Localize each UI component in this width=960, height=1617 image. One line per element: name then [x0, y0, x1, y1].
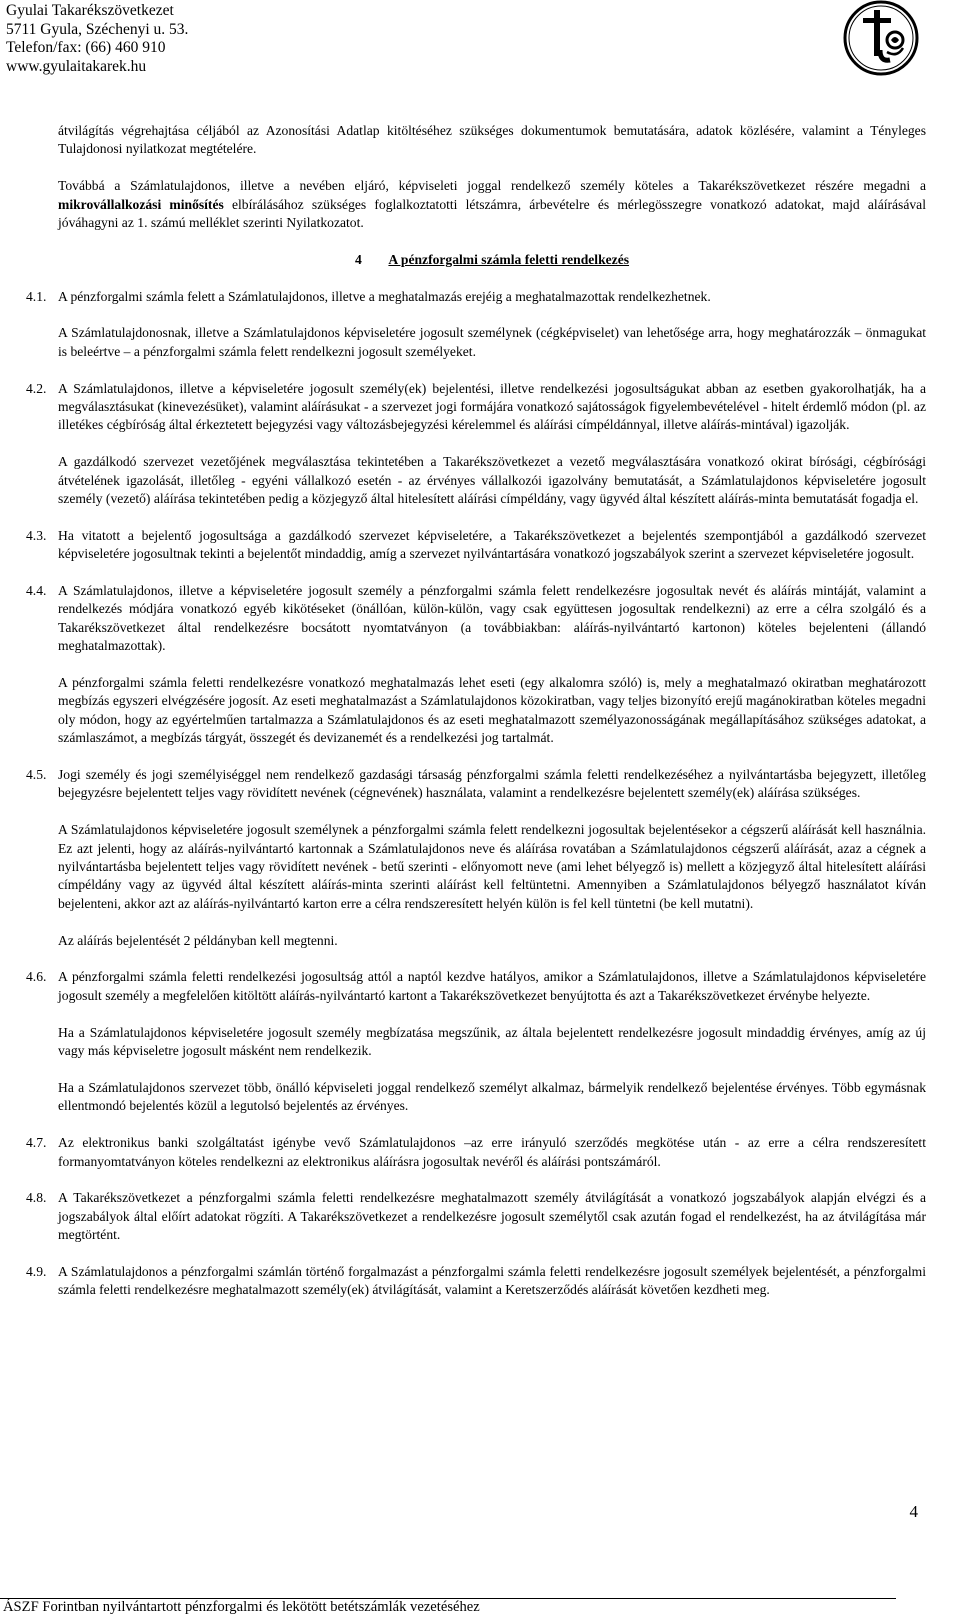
section-number: 4	[354, 251, 362, 267]
item-number: 4.3.	[26, 527, 47, 543]
section-title: A pénzforgalmi számla feletti rendelkezés	[388, 251, 630, 267]
item-text: Az aláírás bejelentését 2 példányban kell megtenni.	[58, 932, 338, 948]
org-phone: Telefon/fax: (66) 460 910	[6, 39, 166, 56]
item-number	[26, 1024, 58, 1061]
section-item-paragraph	[58, 453, 926, 508]
item-text: A Számlatulajdonosnak, illetve a Számlatulajdonos képviseletére jogosult személynek (cégképviselet) van lehetősége arra, hogy meghatározzák – önmagukat is beleértve – a pénzforgalmi számla felett rendelkezni jogosult személyeket.	[58, 325, 926, 359]
org-website: www.gyulaitakarek.hu	[6, 57, 147, 75]
page-number: 4	[909, 1502, 918, 1521]
intro-text-b: elbírálásához szükséges foglalkoztatotti létszámra, árbevételre és mérlegösszegre vonatkozó adatokat, majd aláírásával jóváhagyni az 1. számú melléklet szerinti Nyilatkozatot.	[58, 196, 926, 231]
item-text: A Számlatulajdonos képviseletére jogosult személynek a pénzforgalmi számla felett rendelkezni jogosultak bejelentésekor a cégszerű aláírását kell használnia. Ez azt jelenti, hogy az aláírás-nyilvántartó kartonnak a Számlatulajdonos neve és aláírása rovatában a Számlatulajdonos cégszerű aláírását, azaz a cégnek a nyilvántartásba bejelentett teljes vagy rövidített nevének - betű szerinti - előnyomott neve (ami lehet bélyegző is) mellett a közjegyző által hitelesített aláírási címpéldány vagy az ügyvéd által készített aláírás-minta szerinti aláírást kell feltüntetni. Amennyiben a Számlatulajdonos bélyegző használatot kíván bejelenteni, akkor azt az aláírás-nyilvántartó karton erre a célra rendszeresített helyén külön is fel kell tüntetni (be kell mutatni).	[58, 822, 926, 911]
item-text: Jogi személy és jogi személyiséggel nem rendelkező gazdasági társaság pénzforgalmi számla feletti rendelkezéséhez a nyilvántartásba bejegyzett, illetőleg bejegyzésre bejelentett teljes vagy rövidített nevének (cégnevének) használata, valamint a rendelkezésre bejelentett személy(ek) aláírása szükséges.	[58, 767, 926, 801]
section-item-paragraph	[58, 821, 926, 913]
section-item-paragraph	[58, 932, 926, 950]
item-text: A Számlatulajdonos a pénzforgalmi számlán történő forgalmazást a pénzforgalmi számla feletti rendelkezésre jogosult személyek bejelentését, a pénzforgalmi számla feletti rendelkezésre meghatalmazott személy(ek) átvilágítását, valamint a Keretszerződés aláírását követően kezdheti meg.	[58, 1263, 926, 1298]
section-item-paragraph	[26, 380, 926, 435]
section-item-paragraph	[26, 527, 926, 564]
item-text: A pénzforgalmi számla felett a Számlatulajdonos, illetve a meghatalmazás erejéig a meghatalmazottak rendelkezhetnek.	[58, 288, 711, 304]
item-text: Ha vitatott a bejelentő jogosultsága a gazdálkodó szervezet képviseletére, a Takarékszövetkezet a bejelentés szempontjából a gazdálkodó szervezet képviseletére jogosultnak tekinti a bejelentőt mindaddig, amíg a szervezet nyilvántartására vonatkozó jogszabályok szerint a szervezet képviseletére jogosult.	[58, 527, 926, 562]
intro-paragraph-2	[58, 177, 926, 232]
item-number: 4.1.	[26, 288, 47, 304]
section-item-paragraph	[26, 1263, 926, 1300]
item-number: 4.2.	[26, 380, 47, 396]
item-number	[26, 453, 58, 508]
item-number: 4.9.	[26, 1263, 47, 1279]
intro-paragraph-1: átvilágítás végrehajtása céljából az Azonosítási Adatlap kitöltéséhez szükséges dokumentumok bemutatására, adatok közlésére, valamint a Tényleges Tulajdonosi nyilatkozat megtételére.	[58, 123, 926, 157]
item-number: 4.6.	[26, 969, 47, 985]
section-item-paragraph	[58, 1024, 926, 1061]
item-number: 4.4.	[26, 583, 47, 599]
item-number	[26, 821, 58, 913]
item-text: A Számlatulajdonos, illetve a képviseletére jogosult személy(ek) bejelentési, illetve rendelkezési jogosultságukat abban az esetben gyakorolhatják, ha a megválasztásukat (kinevezésüket), valamint aláírásukat - a szervezet jogi formájára vonatkozó sajátosságok figyelembevételével - hitelt érdemlő módon (pl. az illetékes cégbíróság által érkeztetett bejegyzési vagy változásbejegyzési kérelemmel és aláírási címpéldánnyal, illetve aláírás-mintával) igazolják.	[58, 380, 926, 433]
org-name: Gyulai Takarékszövetkezet	[6, 2, 174, 19]
section-item-paragraph	[26, 1189, 926, 1244]
document-body	[26, 122, 926, 1300]
letterhead	[6, 2, 188, 76]
section-item-paragraph	[26, 1134, 926, 1171]
gyulai-takarek-logo-icon	[843, 0, 919, 76]
item-text: A pénzforgalmi számla feletti rendelkezésre vonatkozó meghatalmazás lehet eseti (egy alkalomra szóló) is, mely a meghatalmazó okiratban meghatározott megbízás egyszeri elvégzésére jogosít. Az eseti meghatalmazást a Számlatulajdonos közokiratban, vagy teljes bizonyító erejű magánokiratban köteles megadni oly módon, hogy az egyértelműen tartalmazza a Számlatulajdonos és az eseti meghatalmazott személyazonosságának megállapításához szükséges adatokat, a számlaszámot, a megbízás tárgyát, összegét és devizanemét és a rendelkezési jog tartalmát.	[58, 675, 926, 746]
intro-bold-term: mikrovállalkozási minősítés	[58, 196, 224, 212]
intro-text-a: Továbbá a Számlatulajdonos, illetve a nevében eljáró, képviseleti joggal rendelkező személy köteles a Takarékszövetkezet részére megadni a	[58, 178, 926, 194]
item-text: A Takarékszövetkezet a pénzforgalmi számla feletti rendelkezésre meghatalmazott személy átvilágítását a vonatkozó jogszabályok alapján elvégzi és a jogszabályok által előírt adatokat rögzíti. A Takarékszövetkezet a rendelkezésre jogosult személytől csak azután fogad el rendelkezést, ha az átvilágítása már megtörtént.	[58, 1190, 926, 1243]
item-number: 4.5.	[26, 767, 47, 783]
item-number	[26, 1079, 58, 1116]
item-number: 4.7.	[26, 1135, 47, 1151]
item-text: Ha a Számlatulajdonos szervezet több, önálló képviseleti joggal rendelkező személyt alkalmaz, bármelyik rendelkező bejelentése érvényes. Több egymásnak ellentmondó bejelentés közül a legutolsó bejelentés az érvényes.	[58, 1079, 926, 1114]
section-item-paragraph	[26, 582, 926, 656]
section-item-paragraph	[26, 968, 926, 1005]
item-number: 4.8.	[26, 1190, 47, 1206]
section-item-paragraph	[58, 674, 926, 748]
item-text: Az elektronikus banki szolgáltatást igénybe vevő Számlatulajdonos –az erre irányuló szerződés megkötése után - az erre a célra rendszeresített formanyomtatványon köteles rendelkezni az elektronikus aláírásra jogosultak nevéről és aláírási pontszámáról.	[58, 1135, 926, 1169]
item-text: A pénzforgalmi számla feletti rendelkezési jogosultság attól a naptól kezdve hatályos, amikor a Számlatulajdonos, illetve a Számlatulajdonos képviseletére jogosult személy a megfelelően kitöltött aláírás-nyilvántartó kartont a Takarékszövetkezet benyújtotta és azt a Takarékszövetkezet érvénybe helyezte.	[58, 969, 926, 1003]
section-item-paragraph	[26, 288, 926, 306]
footer-text: ÁSZF Forintban nyilvántartott pénzforgalmi és lekötött betétszámlák vezetéséhez	[3, 1599, 480, 1615]
section-item-paragraph	[58, 324, 926, 361]
org-address: 5711 Gyula, Széchenyi u. 53.	[6, 20, 189, 38]
section-item-paragraph	[58, 1079, 926, 1116]
section-items	[26, 288, 926, 1300]
item-text: A gazdálkodó szervezet vezetőjének megválasztása tekintetében a Takarékszövetkezet a vezető megválasztására vonatkozó okirat bírósági, cégbírósági átvételének igazolását, illetőleg - egyéni vállalkozó esetén - az érvényes vállalkozói igazolvány bemutatását, a Számlatulajdonos képviseletére jogosult személy (vezető) aláírása tekintetében pedig a közjegyző által hitelesített aláírási címpéldány, vagy ügyvéd által készített aláírás-minta bemutatását fogadja el.	[58, 454, 926, 507]
section-item-paragraph	[26, 766, 926, 803]
item-number	[26, 324, 58, 361]
item-number	[26, 932, 58, 950]
section-heading	[58, 251, 926, 269]
item-number	[26, 674, 58, 748]
item-text: A Számlatulajdonos, illetve a képviseletére jogosult személy a pénzforgalmi számla felett rendelkezésre jogosultak nevét és aláírás mintáját, valamint a rendelkezés módjára vonatkozó egyéb kikötéseket (önállóan, külön-külön, vagy csak együttesen jogosultak rendelkezni) az erre a célra szolgáló és a Takarékszövetkezet által rendelkezésre bocsátott nyomtatványon (a továbbiakban: aláírás-nyilvántartó kartonon) köteles bejelenteni (állandó meghatalmazottak).	[58, 583, 926, 654]
item-text: Ha a Számlatulajdonos képviseletére jogosult személy megbízatása megszűnik, az általa bejelentett rendelkezésre jogosult mindaddig érvényes, amíg az új vagy más képviseletre jogosult másként nem rendelkezik.	[58, 1024, 926, 1059]
